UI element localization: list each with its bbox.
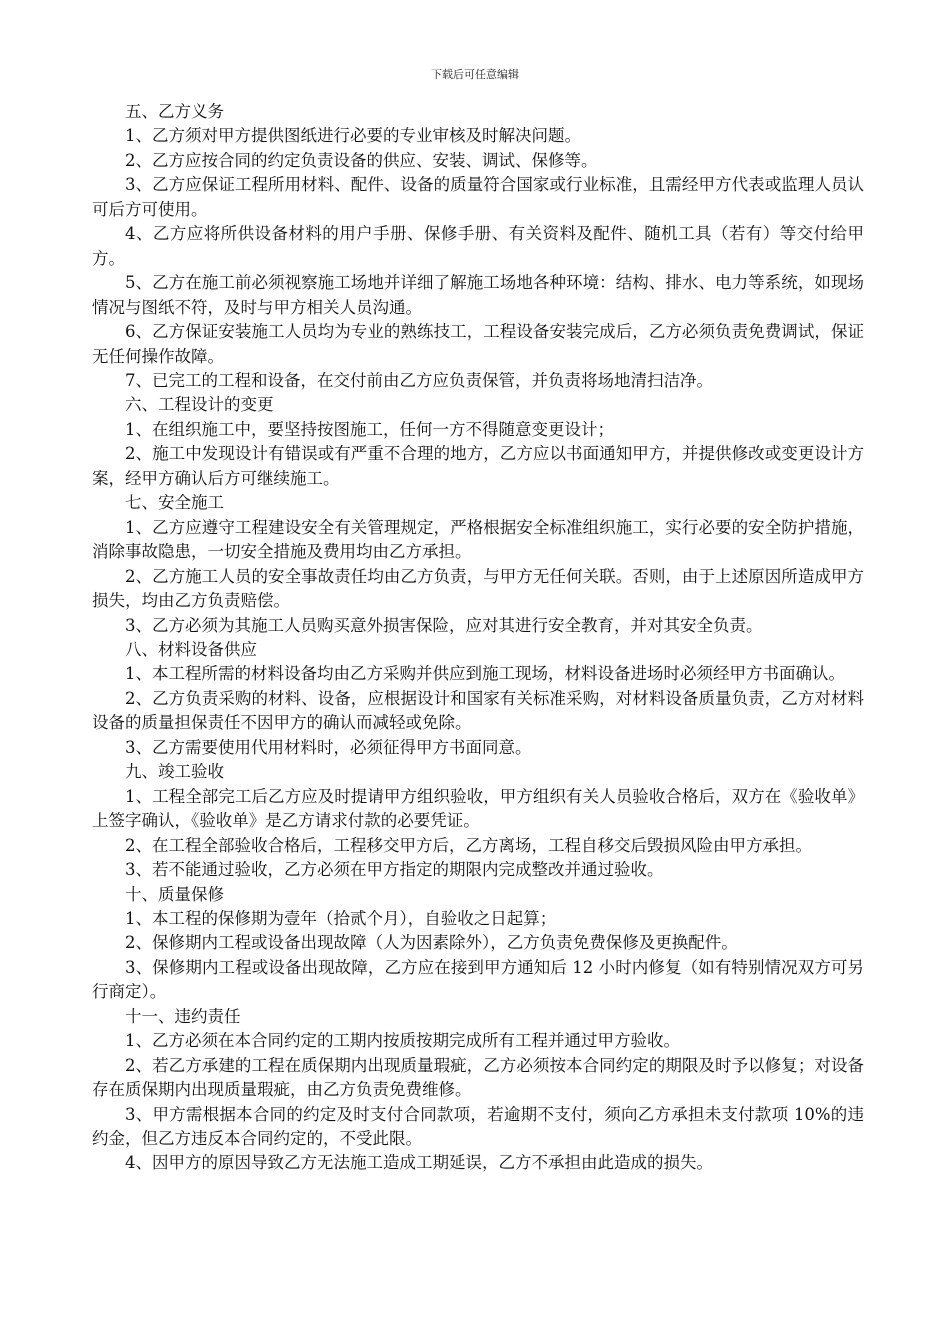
clause: 3、乙方需要使用代用材料时，必须征得甲方书面同意。 xyxy=(125,737,532,757)
section-heading: 十、质量保修 xyxy=(125,884,224,904)
clause: 1、乙方必须在本合同约定的工期内按质按期完成所有工程并通过甲方验收。 xyxy=(125,1031,680,1051)
clause: 1、本工程所需的材料设备均由乙方采购并供应到施工现场，材料设备进场时必须经甲方书面确认。 xyxy=(125,664,845,684)
section-heading: 五、乙方义务 xyxy=(125,102,224,121)
clause: 3、保修期内工程或设备出现故障，乙方应在接到甲方通知后 12 小时内修复（如有特别情况双方可另行商定）。 xyxy=(92,957,864,1002)
section-heading: 十一、违约责任 xyxy=(125,1006,241,1026)
clause: 2、若乙方承建的工程在质保期内出现质量瑕疵，乙方必须按本合同约定的期限及时予以修复；对设备存在质保期内出现质量瑕疵，由乙方负责免费维修。 xyxy=(92,1055,864,1100)
section-heading: 七、安全施工 xyxy=(125,493,224,513)
clause: 2、保修期内工程或设备出现故障（人为因素除外），乙方负责免费保修及更换配件。 xyxy=(125,933,738,953)
clause: 6、乙方保证安装施工人员均为专业的熟练技工，工程设备安装完成后，乙方必须负责免费调试，保证无任何操作故障。 xyxy=(92,322,864,366)
clause: 4、因甲方的原因导致乙方无法施工造成工期延误，乙方不承担由此造成的损失。 xyxy=(125,1153,713,1173)
clause: 2、乙方施工人员的安全事故责任均由乙方负责，与甲方无任何关联。否则，由于上述原因所造成甲方损失，均由乙方负责赔偿。 xyxy=(92,566,864,611)
clause: 1、乙方须对甲方提供图纸进行必要的专业审核及时解决问题。 xyxy=(125,126,581,146)
clause: 2、在工程全部验收合格后，工程移交甲方后，乙方离场，工程自移交后毁损风险由甲方承担。 xyxy=(125,835,812,855)
clause: 4、乙方应将所供设备材料的用户手册、保修手册、有关资料及配件、随机工具（若有）等交付给甲方。 xyxy=(92,224,864,268)
clause: 1、在组织施工中，要坚持按图施工，任何一方不得随意变更设计； xyxy=(125,419,614,439)
section-heading: 九、竣工验收 xyxy=(125,762,224,782)
clause: 3、乙方必须为其施工人员购买意外损害保险，应对其进行安全教育，并对其安全负责。 xyxy=(125,615,763,635)
page-header: 下载后可任意编辑 xyxy=(431,68,519,81)
clause: 2、施工中发现设计有错误或有严重不合理的地方，乙方应以书面通知甲方，并提供修改或变更设计方案，经甲方确认后方可继续施工。 xyxy=(92,444,864,488)
clause: 3、乙方应保证工程所用材料、配件、设备的质量符合国家或行业标准，且需经甲方代表或监理人员认可后方可使用。 xyxy=(92,175,864,219)
clause: 1、乙方应遵守工程建设安全有关管理规定，严格根据安全标准组织施工，实行必要的安全防护措施，消除事故隐患，一切安全措施及费用均由乙方承担。 xyxy=(92,517,864,562)
section-heading: 八、材料设备供应 xyxy=(125,639,257,659)
clause: 1、工程全部完工后乙方应及时提请甲方组织验收，甲方组织有关人员验收合格后，双方在《验收单》上签字确认，《验收单》是乙方请求付款的必要凭证。 xyxy=(92,786,864,831)
clause: 7、已完工的工程和设备，在交付前由乙方应负责保管，并负责将场地清扫洁净。 xyxy=(125,370,713,390)
clause: 1、本工程的保修期为壹年（拾贰个月），自验收之日起算； xyxy=(125,908,557,928)
clause: 3、甲方需根据本合同的约定及时支付合同款项，若逾期不支付，须向乙方承担未支付款项 10%的违约金，但乙方违反本合同约定的，不受此限。 xyxy=(92,1104,864,1149)
section-heading: 六、工程设计的变更 xyxy=(125,395,274,415)
clause: 3、若不能通过验收，乙方必须在甲方指定的期限内完成整改并通过验收。 xyxy=(125,860,664,880)
clause: 2、乙方应按合同的约定负责设备的供应、安装、调试、保修等。 xyxy=(125,150,598,170)
document-body xyxy=(92,100,864,1176)
clause: 2、乙方负责采购的材料、设备，应根据设计和国家有关标准采购，对材料设备质量负责，乙方对材料设备的质量担保责任不因甲方的确认而减轻或免除。 xyxy=(92,688,864,733)
clause: 5、乙方在施工前必须视察施工场地并详细了解施工场地各种环境：结构、排水、电力等系统，如现场情况与图纸不符，及时与甲方相关人员沟通。 xyxy=(92,273,864,317)
